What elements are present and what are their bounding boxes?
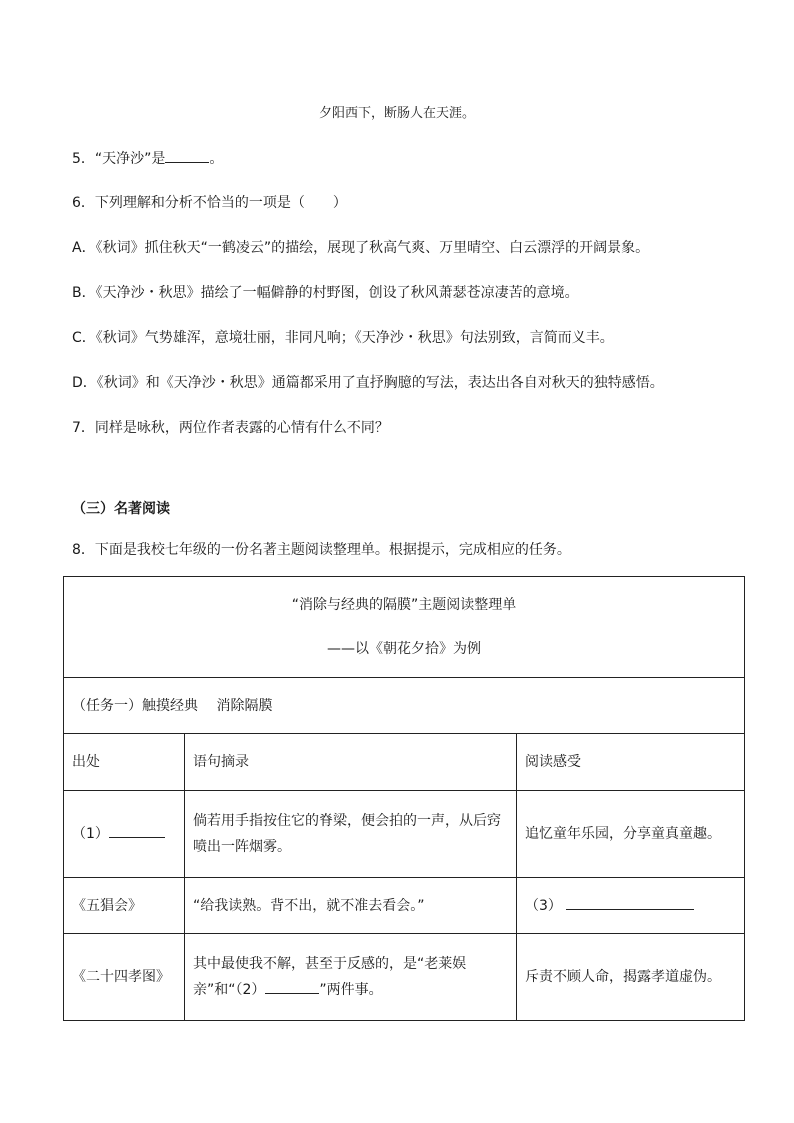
question-5-end: 。 <box>209 151 224 167</box>
section-title: （三）名著阅读 <box>72 501 170 517</box>
question-5 <box>72 148 223 168</box>
header-feeling: 阅读感受 <box>517 734 745 791</box>
quote-text: 其中最使我不解，甚至于反感的，是“老莱娱亲”和“（2） <box>193 956 467 998</box>
quote-cell <box>185 934 517 1021</box>
source-cell <box>64 791 185 878</box>
quote-text-end: ”两件事。 <box>319 982 383 998</box>
question-7: 7．同样是咏秋，两位作者表露的心情有什么不同？ <box>72 420 389 436</box>
source-cell: 《五猖会》 <box>64 878 185 934</box>
option-d: D．《秋词》和《天净沙・秋思》通篇都采用了直抒胸臆的写法，表达出各自对秋天的独特感悟。 <box>72 375 664 391</box>
option-a: A．《秋词》抓住秋天“一鹤凌云”的描绘，展现了秋高气爽、万里晴空、白云漂浮的开阔景象。 <box>72 240 650 256</box>
sheet-subtitle: ——以《朝花夕拾》为例 <box>327 641 481 657</box>
quote-cell: 倘若用手指按住它的脊梁，便会拍的一声，从后窍喷出一阵烟雾。 <box>185 791 517 878</box>
table-row <box>64 934 745 1021</box>
task-one-label: （任务一）触摸经典 消除隔膜 <box>64 678 745 734</box>
poem-line: 夕阳西下，断肠人在天涯。 <box>318 106 475 121</box>
question-5-text: 5．“天净沙”是 <box>72 151 166 167</box>
blank-label: （3） <box>525 897 562 914</box>
feeling-cell <box>517 878 745 934</box>
source-cell: 《二十四孝图》 <box>64 934 185 1021</box>
header-source: 出处 <box>64 734 185 791</box>
answer-blank[interactable] <box>109 823 165 838</box>
table-row <box>64 791 745 878</box>
quote-cell: “给我读熟。背不出，就不准去看会。” <box>185 878 517 934</box>
question-8: 8．下面是我校七年级的一份名著主题阅读整理单。根据提示，完成相应的任务。 <box>72 542 571 558</box>
blank-label: （1） <box>72 826 109 842</box>
answer-blank[interactable] <box>165 148 209 163</box>
option-b: B．《天净沙・秋思》描绘了一幅僻静的村野图，创设了秋风萧瑟苍凉凄苦的意境。 <box>72 285 579 301</box>
answer-blank[interactable] <box>265 979 319 994</box>
header-quote: 语句摘录 <box>185 734 517 791</box>
feeling-cell: 追忆童年乐园，分享童真童趣。 <box>517 791 745 878</box>
answer-blank[interactable] <box>566 895 694 910</box>
question-6: 6．下列理解和分析不恰当的一项是（ ） <box>72 195 347 211</box>
sheet-title: “消除与经典的隔膜”主题阅读整理单 <box>291 597 517 613</box>
sheet-title-cell <box>64 577 745 678</box>
option-c: C．《秋词》气势雄浑，意境壮丽，非同凡响；《天净沙・秋思》句法别致，言简而义丰。 <box>72 330 614 346</box>
feeling-cell: 斥责不顾人命，揭露孝道虚伪。 <box>517 934 745 1021</box>
reading-sheet-table <box>63 576 745 1021</box>
table-row <box>64 878 745 934</box>
